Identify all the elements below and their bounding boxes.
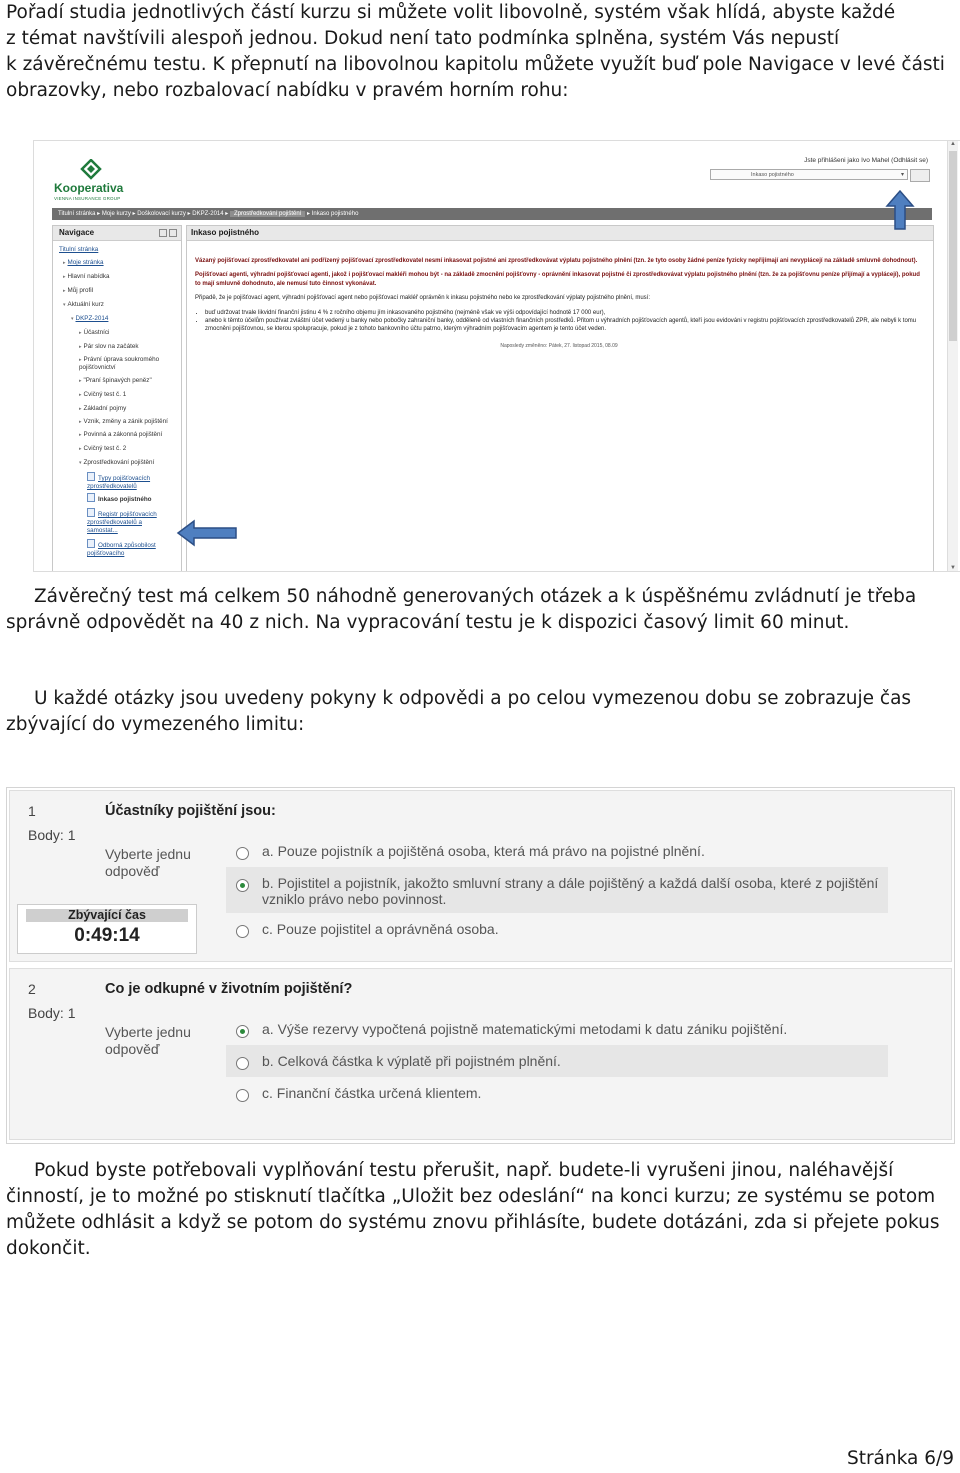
bullet-icon: ▸ (79, 392, 82, 398)
page-icon (87, 493, 95, 502)
nav-item-course[interactable]: ▾ DKPZ-2014 (71, 315, 109, 322)
nav-item-qualification[interactable]: Odborná způsobilost pojišťovacího (59, 537, 171, 560)
nav-item-participants[interactable]: ▸ Účastníci (79, 329, 110, 336)
nav-item-home[interactable]: Titulní stránka (59, 246, 99, 253)
breadcrumb-item[interactable]: Doškolovací kurzy (137, 211, 186, 217)
breadcrumb-item[interactable]: Titulní stránka (58, 211, 96, 217)
question-number: 1 (28, 803, 36, 819)
text-line: dokončit. (6, 1238, 91, 1259)
text-line: Pokud byste potřebovali vyplňování testu přerušit, např. budete-li vyrušeni jinou, naléhavější (34, 1160, 894, 1181)
content-block (186, 225, 934, 572)
bullet-icon: ▸ (79, 344, 82, 350)
answer-option[interactable]: a. Výše rezervy vypočtená pojistně matematickými metodami k datu zániku pojištění. (226, 1013, 888, 1045)
nav-item-legal[interactable]: ▸ Právní úprava soukromého pojišťovnictví (79, 356, 160, 371)
radio-button[interactable] (236, 1025, 249, 1038)
nav-item-my-page[interactable]: ▸ Moje stránka (63, 259, 104, 266)
test-screenshot (6, 787, 955, 1144)
question-instruction: Vyberte jednu odpověď (105, 846, 191, 879)
save-info-paragraph (6, 1158, 954, 1262)
expanded-icon: ▾ (63, 302, 66, 308)
radio-button[interactable] (236, 1089, 249, 1102)
nav-item-basic-terms[interactable]: ▸ Základní pojmy (79, 405, 127, 412)
text-line: k závěrečnému testu. K přepnutí na libovolnou kapitolu můžete využít buď pole Navigace v levé části (6, 54, 945, 75)
nav-item-money-laundering[interactable]: ▸ "Praní špinavých peněz" (79, 377, 152, 384)
remaining-time-box (17, 904, 197, 954)
text-line: zbývající do vymezeného limitu: (6, 714, 305, 735)
text-line: správně odpovědět na 40 z nich. Na vypracování testu je k dispozici časový limit 60 minut. (6, 612, 850, 633)
logo-name: Kooperativa (54, 181, 124, 195)
bullet-icon: ▸ (79, 446, 82, 452)
content-body (187, 241, 933, 350)
nav-item-mandatory[interactable]: ▸ Povinná a zákonná pojištění (79, 431, 163, 438)
nav-item-current-course[interactable]: ▾ Aktuální kurz (63, 301, 104, 308)
expanded-icon: ▾ (71, 316, 74, 322)
content-list-item: • buď udržovat trvale likvidní finanční jistinu 4 % z ročního objemu jím inkasovaného pojistného (nejméně však ve výši odpovídající hodnotě 17 000 eur), (205, 309, 923, 317)
answer-option[interactable]: b. Pojistitel a pojistník, jakožto smluvní strany a dále pojištěný a každá další osoba, které z pojištění vzniklo právo nebo povinnost. (226, 867, 888, 913)
text-line: činností, je to možné po stisknutí tlačítka „Uložit bez odeslání“ na konci kurzu; ze systému se potom (6, 1186, 936, 1207)
content-paragraph: Vázaný pojišťovací zprostředkovatel ani podřízený pojišťovací zprostředkovatel nesmí inkasovat pojistné ani zprostředkovávat výplatu pojistného plnění (tzn. že tyto osoby žádné peníze fyzicky nepřijímají ani nevyplácejí na základě smluvně dohodnout). (195, 258, 918, 264)
navigation-block (52, 225, 182, 572)
text-line: Pořadí studia jednotlivých částí kurzu si můžete volit libovolně, systém však hlídá, abyste každé (6, 2, 896, 23)
last-modified: Naposledy změněno: Pátek, 27. listopad 2015, 08.09 (500, 342, 618, 349)
bullet-icon: ▸ (79, 419, 82, 425)
expanded-icon: ▾ (79, 460, 82, 466)
collapse-icon[interactable] (169, 229, 177, 237)
logo-mark-icon (80, 159, 102, 181)
answer-options (226, 1013, 888, 1109)
answer-option[interactable]: a. Pouze pojistník a pojištěná osoba, která má právo na pojistné plnění. (226, 835, 888, 867)
course-screenshot (33, 140, 960, 572)
breadcrumb: Titulní stránka ▸ Moje kurzy ▸ Doškolovací kurzy ▸ DKPZ-2014 ▸ Zprostředkování pojištění ▸ Inkaso pojistného (52, 208, 932, 220)
bullet-icon: ▸ (79, 357, 82, 363)
nav-item-practice-test-1[interactable]: ▸ Cvičný test č. 1 (79, 391, 127, 398)
text-line: můžete odhlásit a když se potom do systému znovu přihlásíte, budete dotázáni, zda si přejete pokus (6, 1212, 940, 1233)
bullet-icon: ▸ (63, 274, 66, 280)
arrow-up-icon (885, 189, 915, 231)
content-paragraph: Připadě, že je pojišťovací agent, výhradní pojišťovací agent nebo pojišťovací makléř oprávněn k inkasu pojistného nebo ke zprostředkování výplaty pojistného plnění, musí: (195, 295, 651, 302)
content-list (195, 309, 923, 334)
remaining-time-value: 0:49:14 (74, 925, 140, 946)
radio-button[interactable] (236, 1057, 249, 1070)
scrollbar-thumb[interactable] (949, 151, 957, 341)
nav-item-types[interactable]: Typy pojišťovacích zprostředkovatelů (59, 470, 171, 493)
nav-item-register[interactable]: Registr pojišťovacích zprostředkovatelů a samostat... (59, 506, 171, 537)
breadcrumb-item[interactable]: DKPZ-2014 (192, 211, 224, 217)
question-points: Body: 1 (28, 1005, 76, 1021)
nav-item-changes[interactable]: ▸ Vznik, změny a zánik pojištění (79, 418, 168, 425)
nav-item-premium-collection[interactable]: Inkaso pojistného (59, 493, 181, 506)
question-number: 2 (28, 981, 36, 997)
navigation-title: Navigace (59, 228, 95, 237)
navigation-header (53, 226, 181, 241)
content-paragraph: Pojišťovací agenti, výhradní pojišťovací agenti, jakož i pojišťovací makléři mohou být - na základě zmocnění pojišťovny - oprávnění inkasovat pojistné či zprostředkovávat výplatu pojistného plnění (tzn. že za pojišťovnu peníze přijímají a vyplácejí), pokud to mají smluvně dohodnuto, ale nemusí tuto činnost vykonávat. (195, 272, 920, 287)
answer-options (226, 835, 888, 945)
question-points: Body: 1 (28, 827, 76, 843)
question-2 (9, 968, 952, 1140)
bullet-icon: ▸ (79, 330, 82, 336)
page-number: Stránka 6/9 (846, 1448, 954, 1469)
login-info[interactable]: Jste přihlášeni jako Ivo Mahel (Odhlásit se) (804, 157, 928, 164)
jump-to-value: Inkaso pojistného (751, 172, 794, 178)
bullet-icon: ▸ (79, 432, 82, 438)
breadcrumb-item: Inkaso pojistného (311, 211, 359, 217)
question-text: Co je odkupné v životním pojištění? (105, 981, 353, 997)
nav-item-intro[interactable]: ▸ Pár slov na začátek (79, 343, 139, 350)
question-instruction: Vyberte jednu odpověď (105, 1024, 191, 1057)
instructions-paragraph (6, 686, 954, 738)
remaining-time-label: Zbývající čas (26, 909, 188, 922)
kooperativa-logo (54, 159, 164, 203)
bullet-icon: ▸ (79, 406, 82, 412)
page-icon (87, 508, 95, 517)
breadcrumb-item[interactable]: Zprostředkování pojištění (230, 211, 305, 217)
test-info-paragraph (6, 584, 954, 636)
text-line: Závěrečný test má celkem 50 náhodně generovaných otázek a k úspěšnému zvládnutí je třeba (34, 586, 917, 607)
bullet-icon: ▸ (63, 288, 66, 294)
radio-button[interactable] (236, 925, 249, 938)
page-icon (87, 472, 95, 481)
bullet-icon: ▸ (63, 260, 66, 266)
chevron-down-icon: ▾ (900, 172, 904, 178)
dock-icon[interactable] (159, 229, 167, 237)
intro-paragraph (6, 0, 954, 104)
content-list-item: • anebo k těmto účelům používat zvláštní účet vedený u banky nebo pobočky zahraniční banky, odděleně od vlastních finančních prostředků. Přitom u výhradních pojišťovacích agentů, kteří jsou evidováni v registru pojišťovacích zprostředkovatelů ZPR, ale nebyli k tomu zmocněni pojišťovnou, se kterou spolupracuje, pokud je z tohoto bankovního účtu patrno, kterým výhradním pojišťovacím agentem je tento účet veden. (205, 317, 923, 334)
text-line: z témat navštívili alespoň jednou. Dokud není tato podmínka splněna, systém Vás nepustí (6, 28, 840, 49)
question-text: Účastníky pojištění jsou: (105, 803, 276, 819)
bullet-icon: ▸ (79, 378, 82, 384)
scrollbar[interactable] (947, 141, 958, 571)
answer-option[interactable]: b. Celková částka k výplatě při pojistném plnění. (226, 1045, 888, 1077)
scroll-down-icon[interactable]: ▼ (950, 565, 956, 571)
nav-item-mediation[interactable]: ▾ Zprostředkování pojištění (79, 459, 155, 466)
jump-go-button[interactable] (910, 169, 930, 182)
scroll-up-icon[interactable]: ▲ (950, 141, 956, 147)
page-icon (87, 539, 95, 548)
nav-item-practice-test-2[interactable]: ▸ Cvičný test č. 2 (79, 445, 127, 452)
logo-subtitle: VIENNA INSURANCE GROUP (54, 196, 121, 201)
answer-option[interactable]: c. Pouze pojistitel a oprávněná osoba. (226, 913, 888, 945)
radio-button[interactable] (236, 879, 249, 892)
radio-button[interactable] (236, 847, 249, 860)
answer-option[interactable]: c. Finanční částka určená klientem. (226, 1077, 888, 1109)
text-line: obrazovky, nebo rozbalovací nabídku v pravém horním rohu: (6, 80, 569, 101)
arrow-left-icon (176, 519, 238, 547)
text-line: U každé otázky jsou uvedeny pokyny k odpovědi a po celou vymezenou dobu se zobrazuje čas (34, 688, 912, 709)
nav-item-profile[interactable]: ▸ Můj profil (63, 287, 94, 294)
jump-to-select[interactable] (710, 169, 908, 180)
breadcrumb-item[interactable]: Moje kurzy (101, 211, 131, 217)
content-title: Inkaso pojistného (187, 226, 933, 241)
nav-item-main-menu[interactable]: ▸ Hlavní nabídka (63, 273, 110, 280)
